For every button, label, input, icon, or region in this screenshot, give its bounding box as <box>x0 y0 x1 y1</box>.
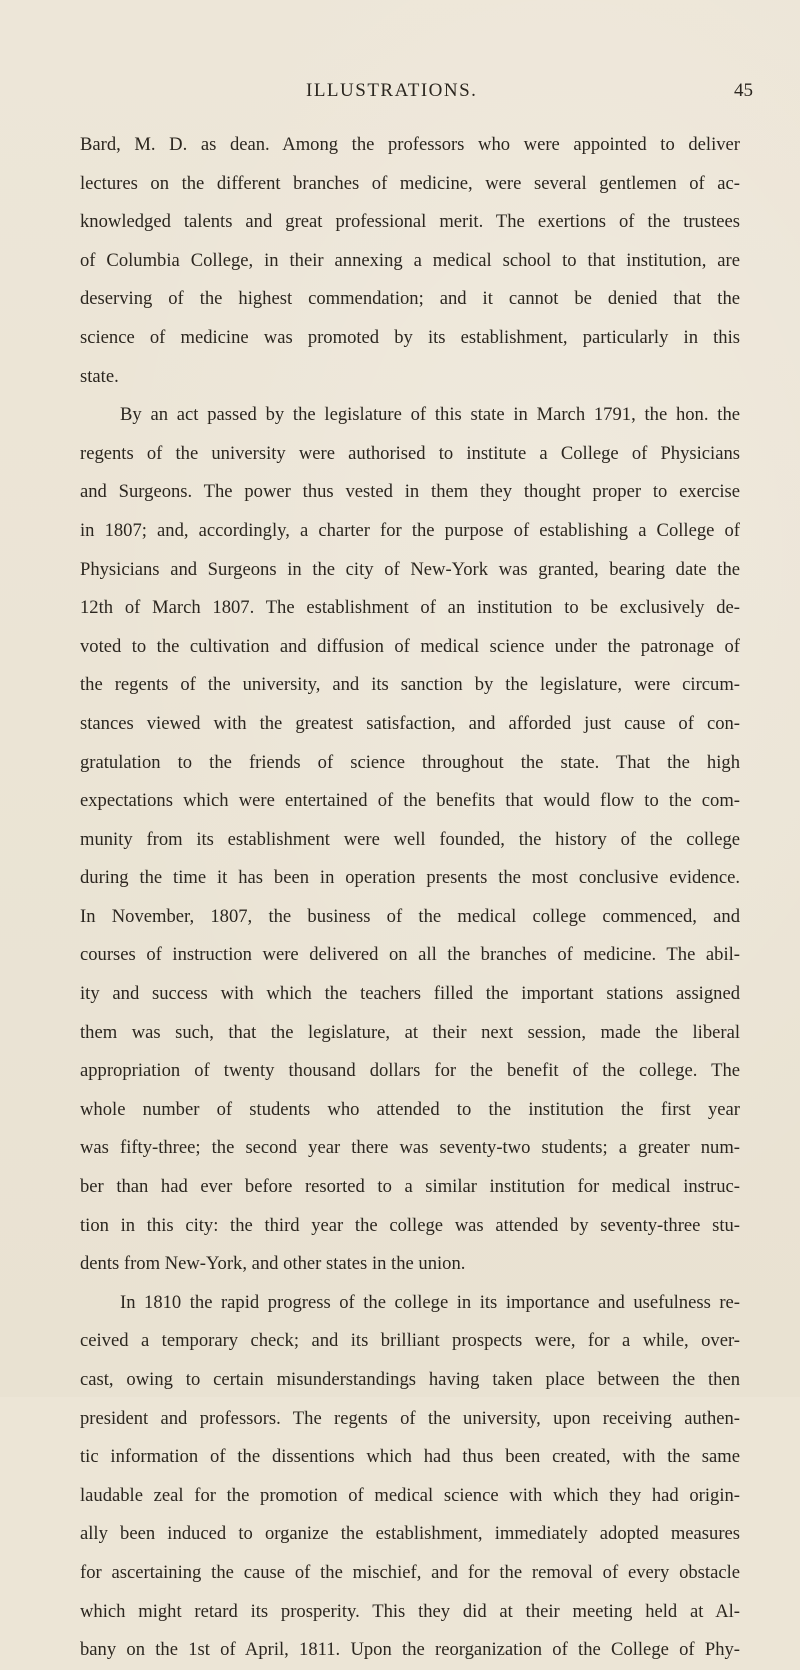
text-line: cast, owing to certain misunderstandings having taken place between the then <box>80 1369 740 1390</box>
text-line: whole number of students who attended to the institution the first year <box>80 1098 740 1120</box>
text-line: regents of the university were authorised to institute a College of Physicians <box>80 442 740 464</box>
text-line: science of medicine was promoted by its establishment, particularly in this <box>80 326 740 348</box>
text-line: courses of instruction were delivered on all the branches of medicine. The abil- <box>80 944 740 966</box>
text-line: tion in this city: the third year the college was attended by seventy-three stu- <box>80 1214 740 1236</box>
text-line: In November, 1807, the business of the medical college commenced, and <box>80 905 740 927</box>
text-line: tic information of the dissentions which had thus been created, with the same <box>80 1446 740 1468</box>
text-line: deserving of the highest commendation; and it cannot be denied that the <box>80 288 740 310</box>
text-line: the regents of the university, and its sanction by the legislature, were circum- <box>80 674 740 696</box>
text-line: during the time it has been in operation presents the most conclusive evidence. <box>80 867 740 889</box>
text-line: gratulation to the friends of science throughout the state. That the high <box>80 751 740 773</box>
text-line: ally been induced to organize the establishment, immediately adopted measures <box>80 1523 740 1545</box>
text-line: of Columbia College, in their annexing a medical school to that institution, are <box>80 249 740 271</box>
paragraph-first-line: By an act passed by the legislature of this state in March 1791, the hon. the <box>120 404 740 426</box>
text-line: laudable zeal for the promotion of medical science with which they had origin- <box>80 1484 740 1506</box>
text-line: appropriation of twenty thousand dollars for the benefit of the college. The <box>80 1060 740 1082</box>
text-line: Bard, M. D. as dean. Among the professors who were appointed to deliver <box>80 134 740 155</box>
text-line: expectations which were entertained of the benefits that would flow to the com- <box>80 790 740 812</box>
text-line: in 1807; and, accordingly, a charter for the purpose of establishing a College of <box>80 519 740 541</box>
running-title: ILLUSTRATIONS. <box>306 80 478 101</box>
text-line: which might retard its prosperity. This they did at their meeting held at Al- <box>80 1600 740 1622</box>
running-head <box>0 80 800 108</box>
text-line: Physicians and Surgeons in the city of New-York was granted, bearing date the <box>80 558 740 580</box>
text-line: president and professors. The regents of the university, upon receiving authen- <box>80 1407 740 1429</box>
text-line: voted to the cultivation and diffusion of medical science under the patronage of <box>80 635 740 657</box>
text-line: them was such, that the legislature, at their next session, made the liberal <box>80 1021 740 1043</box>
text-line: for ascertaining the cause of the mischief, and for the removal of every obstacle <box>80 1561 740 1583</box>
text-line: lectures on the different branches of medicine, were several gentlemen of ac- <box>80 172 740 194</box>
text-line: 12th of March 1807. The establishment of an institution to be exclusively de- <box>80 597 740 619</box>
text-line: and Surgeons. The power thus vested in them they thought proper to exercise <box>80 481 740 503</box>
text-line: dents from New-York, and other states in the union. <box>80 1253 466 1275</box>
text-line: was fifty-three; the second year there was seventy-two students; a greater num- <box>80 1137 740 1159</box>
text-line: bany on the 1st of April, 1811. Upon the reorganization of the College of Phy- <box>80 1639 740 1661</box>
text-line: knowledged talents and great professional merit. The exertions of the trustees <box>80 211 740 233</box>
text-line: ceived a temporary check; and its brilliant prospects were, for a while, over- <box>80 1330 740 1352</box>
paragraph-first-line: In 1810 the rapid progress of the college in its importance and usefulness re- <box>120 1291 740 1313</box>
body-text <box>80 126 740 1670</box>
text-line: munity from its establishment were well founded, the history of the college <box>80 828 740 850</box>
text-line: stances viewed with the greatest satisfaction, and afforded just cause of con- <box>80 712 740 734</box>
text-line: ity and success with which the teachers filled the important stations assigned <box>80 983 740 1005</box>
page-number: 45 <box>734 80 753 101</box>
text-line: ber than had ever before resorted to a similar institution for medical instruc- <box>80 1176 740 1198</box>
text-line: state. <box>80 365 119 387</box>
